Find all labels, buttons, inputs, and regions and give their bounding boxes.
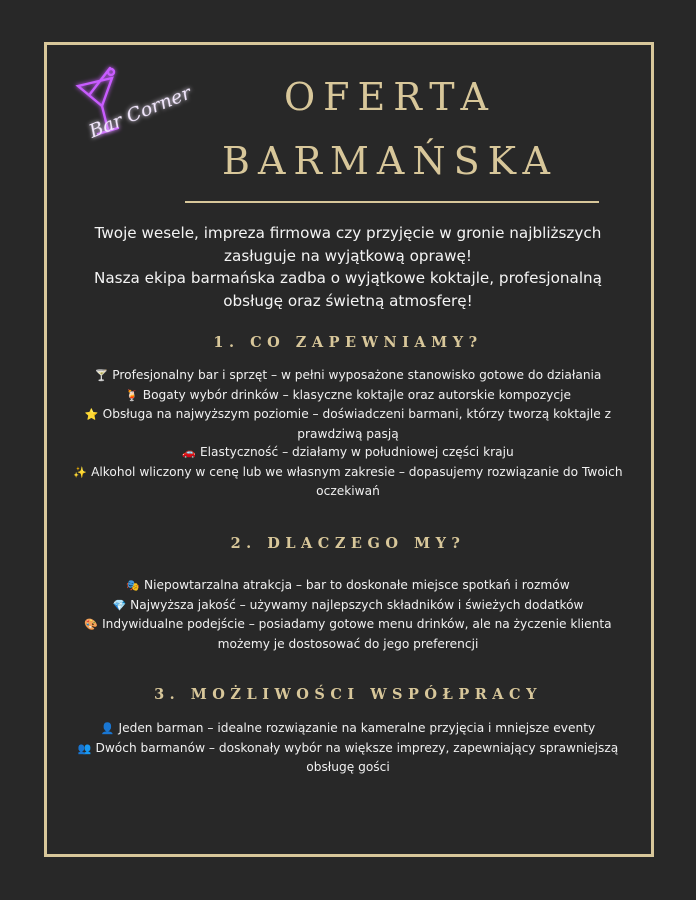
palette-icon: 🎨 — [84, 618, 99, 631]
neon-cocktail-logo-icon — [64, 60, 195, 148]
list-item — [70, 463, 626, 501]
list-item — [70, 719, 626, 739]
list-item — [70, 366, 626, 386]
tropical-drink-icon: 🍹 — [125, 388, 139, 402]
section-3-list — [70, 719, 626, 777]
list-item — [70, 615, 626, 653]
section-1-heading: 1. CO ZAPEWNIAMY? — [213, 334, 483, 351]
list-item-text: Alkohol wliczony w cenę lub we własnym zakresie – dopasujemy rozwiązanie do Twoich oczekiwań — [91, 464, 623, 498]
intro-line: zasługuje na wyjątkową oprawę! — [224, 246, 472, 265]
title-line-2: BARMAŃSKA — [222, 139, 558, 183]
car-icon: 🚗 — [182, 446, 196, 459]
list-item-text: Jeden barman – idealne rozwiązanie na kameralne przyjęcia i mniejsze eventy — [118, 721, 596, 735]
list-item-text: Obsługa na najwyższym poziomie – doświadczeni barmani, którzy tworzą koktajle z prawdziwą pasją — [102, 407, 612, 441]
sparkles-icon: ✨ — [73, 465, 88, 479]
list-item-text: Profesjonalny bar i sprzęt – w pełni wyposażone stanowisko gotowe do działania — [112, 368, 602, 382]
section-1-list — [70, 366, 626, 501]
title-line-1: OFERTA — [284, 75, 496, 119]
section-2-heading: 2. DLACZEGO MY? — [230, 535, 466, 552]
two-people-icon: 👥 — [77, 741, 92, 755]
list-item-text: Indywidualne podejście – posiadamy gotowe menu drinków, ale na życzenie klienta możemy je dostosować do jego preferencji — [102, 617, 612, 651]
cocktail-glass-icon: 🍸 — [94, 369, 109, 382]
list-item — [70, 596, 626, 616]
list-item — [70, 739, 626, 777]
list-item-text: Niepowtarzalna atrakcja – bar to doskonałe miejsce spotkań i rozmów — [143, 578, 570, 592]
star-icon: ⭐ — [84, 408, 99, 421]
intro-line: obsługę oraz świetną atmosferę! — [223, 291, 473, 310]
list-item — [70, 386, 626, 406]
logo-text: Bar Corner — [85, 81, 195, 143]
list-item — [70, 576, 626, 596]
bar-corner-logo — [64, 60, 195, 148]
list-item-text: Bogaty wybór drinków – klasyczne koktajle oraz autorskie kompozycje — [142, 387, 571, 402]
list-item-text: Elastyczność – działamy w południowej części kraju — [199, 445, 514, 459]
list-item — [70, 443, 626, 463]
section-3-heading: 3. MOŻLIWOŚCI WSPÓŁPRACY — [154, 686, 542, 703]
list-item — [70, 405, 626, 443]
intro-line: Nasza ekipa barmańska zadba o wyjątkowe koktajle, profesjonalną — [94, 269, 602, 287]
section-2-list — [70, 576, 626, 653]
title-divider — [185, 201, 599, 203]
person-icon: 👤 — [100, 722, 115, 735]
list-item-text: Dwóch barmanów – doskonały wybór na większe imprezy, zapewniający sprawniejszą obsługę gości — [95, 740, 619, 774]
gem-icon: 💎 — [112, 598, 127, 612]
list-item-text: Najwyższa jakość – używamy najlepszych składników i świeżych dodatków — [130, 597, 584, 612]
intro-line: Twoje wesele, impreza firmowa czy przyjęcie w gronie najbliższych — [94, 224, 602, 242]
intro-paragraph — [60, 222, 636, 312]
theater-masks-icon: 🎭 — [126, 579, 140, 592]
